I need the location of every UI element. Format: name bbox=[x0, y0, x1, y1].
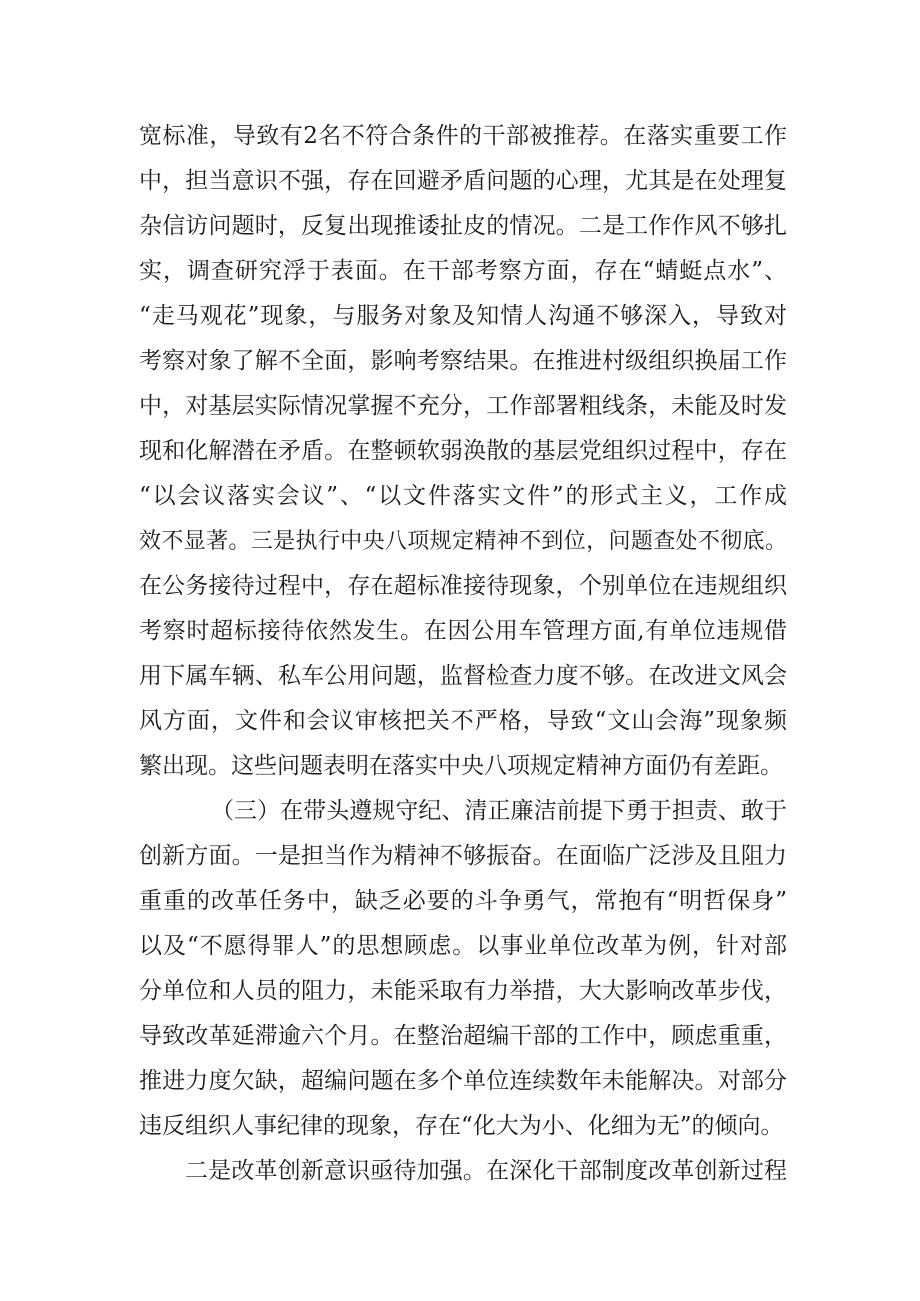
text-line: 宽标准，导致有2名不符合条件的干部被推荐。在落实重要工作 bbox=[139, 123, 787, 149]
text-line: 中，担当意识不强，存在回避矛盾问题的心理，尤其是在处理复 bbox=[139, 168, 787, 194]
text-line: 重重的改革任务中，缺乏必要的斗争勇气，常抱有“明哲保身” bbox=[139, 888, 787, 914]
text-line: 导致改革延滞逾六个月。在整治超编干部的工作中，顾虑重重， bbox=[139, 1023, 787, 1049]
text-line: 繁出现。这些问题表明在落实中央八项规定精神方面仍有差距。 bbox=[139, 753, 783, 779]
text-line: 考察时超标接待依然发生。在因公用车管理方面,有单位违规借 bbox=[139, 618, 787, 644]
text-line: 违反组织人事纪律的现象，存在“化大为小、化细为无”的倾向。 bbox=[139, 1113, 784, 1139]
section-heading-line: （三）在带头遵规守纪、清正廉洁前提下勇于担责、敢于 bbox=[211, 798, 787, 824]
text-line: 效不显著。三是执行中央八项规定精神不到位，问题查处不彻底。 bbox=[139, 529, 787, 554]
text-line: 创新方面。一是担当作为精神不够振奋。在面临广泛涉及且阻力 bbox=[139, 843, 787, 869]
text-line: 中，对基层实际情况掌握不充分，工作部署粗线条，未能及时发 bbox=[139, 393, 787, 419]
text-line: 风方面，文件和会议审核把关不严格，导致“文山会海”现象频 bbox=[139, 708, 787, 734]
text-line: “以会议落实会议”、“以文件落实文件”的形式主义，工作成 bbox=[139, 483, 787, 509]
text-line: “走马观花”现象，与服务对象及知情人沟通不够深入，导致对 bbox=[139, 303, 787, 329]
text-line: 实，调查研究浮于表面。在干部考察方面，存在“蜻蜓点水”、 bbox=[139, 258, 787, 284]
text-line: 分单位和人员的阻力，未能采取有力举措，大大影响改革步伐， bbox=[139, 978, 787, 1004]
text-line: 在公务接待过程中，存在超标准接待现象，个别单位在违规组织 bbox=[139, 573, 787, 599]
body-text bbox=[139, 114, 787, 1194]
text-line: 杂信访问题时，反复出现推诿扯皮的情况。二是工作作风不够扎 bbox=[139, 213, 787, 239]
text-line: 推进力度欠缺，超编问题在多个单位连续数年未能解决。对部分 bbox=[139, 1068, 787, 1094]
text-line: 用下属车辆、私车公用问题，监督检查力度不够。在改进文风会 bbox=[139, 663, 787, 689]
text-line: 考察对象了解不全面，影响考察结果。在推进村级组织换届工作 bbox=[139, 348, 787, 374]
text-line: 以及“不愿得罪人”的思想顾虑。以事业单位改革为例，针对部 bbox=[139, 933, 787, 959]
text-line: 现和化解潜在矛盾。在整顿软弱涣散的基层党组织过程中，存在 bbox=[139, 438, 787, 464]
paragraph-start-line: 二是改革创新意识亟待加强。在深化干部制度改革创新过程 bbox=[185, 1158, 787, 1184]
